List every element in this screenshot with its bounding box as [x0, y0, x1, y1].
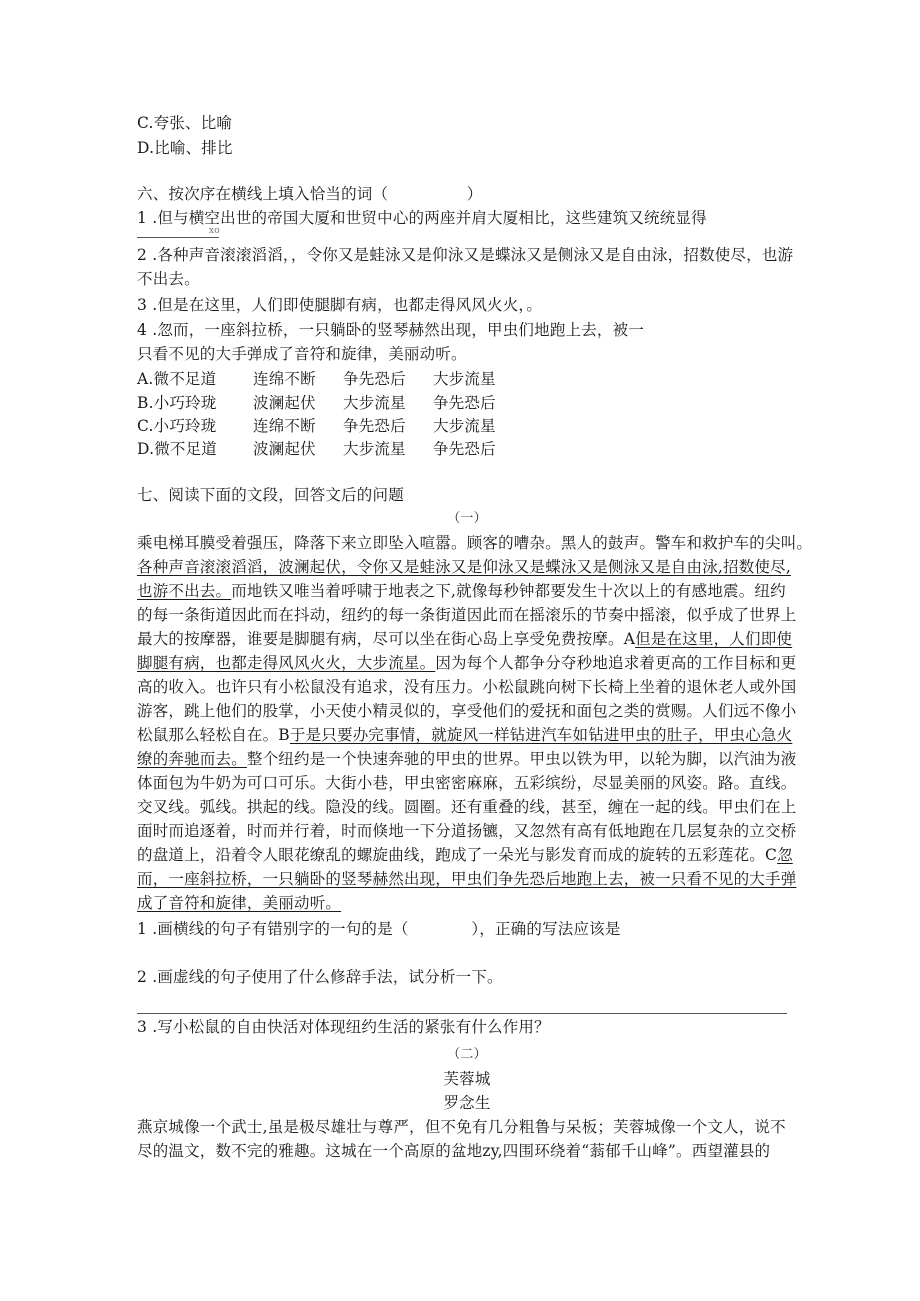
reading-question-1: 1 .画横线的句子有错别字的一句的是（ ），正确的写法应该是 — [137, 920, 621, 938]
question-4-line-1: 4 .忽而，一座斜拉桥，一只躺卧的竖琴赫然出现，甲虫们地跑上去，被一 — [137, 321, 645, 339]
passage-line-underlined: 各种声音滚滚滔滔，波澜起伏，令你又是蛙泳又是仰泳又是蝶泳又是侧泳又是自由泳,招数使尽, — [137, 558, 791, 576]
underlined-span: 缭的奔驰而去。 — [137, 750, 247, 768]
choice-word: 大步流星 — [343, 440, 406, 458]
question-2-line-2: 不出去。 — [137, 270, 200, 288]
text-span: 最大的按摩器，谁要是脚腿有病，尽可以坐在街心岛上享受免费按摩。A — [137, 630, 636, 648]
passage-line — [137, 748, 796, 770]
answer-line — [137, 1013, 787, 1014]
text-span: 松鼠那么轻松自在。B — [137, 726, 290, 744]
question-2-line-1: 2 .各种声音滚滚滔滔，，令你又是蛙泳又是仰泳又是蝶泳又是侧泳又是自由泳，招数使尽，也游 — [137, 246, 794, 264]
choice-label: C.小巧玲珑 — [137, 417, 217, 435]
passage-line: 游客，跳上他们的股掌，小天使小精灵似的，享受他们的爱抚和面包之类的赏赐。人们远不像小 — [137, 702, 797, 720]
passage-line: 交叉线。弧线。拱起的线。隐没的线。圆圈。还有重叠的线，甚至，缠在一起的线。甲虫们在上 — [137, 798, 797, 816]
answer-blank-1 — [137, 237, 219, 238]
article-author: 罗念生 — [443, 1094, 491, 1112]
reading-question-2: 2 .画虚线的句子使用了什么修辞手法，试分析一下。 — [137, 968, 503, 986]
text-span: 的盘道上，沿着令人眼花缭乱的螺旋曲线，跑成了一朵光与影发育而成的旋转的五彩莲花。C — [137, 846, 778, 864]
choice-row-b — [137, 392, 496, 414]
choice-word: 大步流星 — [343, 394, 406, 412]
passage-line: 体面包为牛奶为可口可乐。大街小巷，甲虫密密麻麻，五彩缤纷，尽显美丽的风姿。路。直线。 — [137, 774, 797, 792]
underlined-span: 也游不出去。 — [137, 582, 232, 600]
option-d: D.比喻、排比 — [137, 139, 233, 157]
section-seven-heading: 七、阅读下面的文段，回答文后的问题 — [137, 486, 404, 504]
passage-line — [137, 652, 796, 674]
article-line: 尽的温文，数不完的雅趣。这城在一个高原的盆地zy,四围环绕着“蓊郁千山峰”。西望灌县的 — [137, 1142, 771, 1160]
choice-word: 连绵不断 — [253, 370, 316, 388]
question-3: 3 .但是在这里，人们即使腿脚有病，也都走得风风火火，。 — [137, 296, 543, 314]
part-two-label: （二） — [447, 1047, 487, 1062]
passage-line — [137, 844, 793, 866]
choice-word: 争先恐后 — [433, 394, 496, 412]
passage-line — [137, 724, 792, 746]
passage-line: 高的收入。也许只有小松鼠没有追求，没有压力。小松鼠跳向树下长椅上坐着的退休老人或外国 — [137, 678, 797, 696]
choice-row-d — [137, 438, 496, 460]
question-1: 1 .但与横空出世的帝国大厦和世贸中心的两座并肩大厦相比，这些建筑又统统显得 — [137, 209, 707, 227]
passage-line: 乘电梯耳膜受着强压，降落下来立即坠入喧嚣。顾客的嘈杂。黑人的鼓声。警车和救护车的尖叫。 — [137, 534, 813, 552]
choice-word: 波澜起伏 — [253, 440, 316, 458]
choice-label: D.微不足道 — [137, 440, 218, 458]
part-one-label: （一） — [447, 511, 487, 526]
reading-question-3: 3 .写小松鼠的自由快活对体现纽约生活的紧张有什么作用？ — [137, 1018, 550, 1036]
choice-label: A.微不足道 — [137, 370, 217, 388]
passage-line — [137, 628, 792, 650]
article-line: 燕京城像一个武士,虽是极尽雄壮与尊严，但不免有几分粗鲁与呆板；芙蓉城像一个文人，说不 — [137, 1118, 786, 1136]
text-span: 而地铁又唯当着呼啸于地表之下,就像每秒钟都要发生十次以上的有感地震。纽约 — [231, 582, 786, 600]
passage-line: 面时而追逐着，时而并行着，时而倏地一下分道扬镳，又忽然有高有低地跑在几层复杂的立交桥 — [137, 822, 797, 840]
choice-row-a — [137, 368, 496, 390]
choice-word: 争先恐后 — [433, 440, 496, 458]
underlined-span: 于是只要办完事情，就旋风一样钻进汽车如钻进甲虫的肚子，甲虫心急火 — [289, 726, 793, 744]
passage-line-underlined: 而，一座斜拉桥，一只躺卧的竖琴赫然出现，甲虫们争先恐后地跑上去，被一只看不见的大手弹 — [137, 870, 797, 888]
choice-word: 大步流星 — [433, 417, 496, 435]
passage-line: 的每一条街道因此而在抖动，纽约的每一条街道因此而在摇滚乐的节奏中摇滚，似乎成了世界上 — [137, 606, 797, 624]
text-span: 整个纽约是一个快速奔驰的甲虫的世界。甲虫以铁为甲，以轮为脚，以汽油为液 — [246, 750, 797, 768]
text-span: 因为每个人都争分夺秒地追求着更高的工作目标和更 — [435, 654, 797, 672]
question-1-mark: xo — [209, 226, 220, 236]
passage-line — [137, 580, 786, 602]
choice-word: 波澜起伏 — [253, 394, 316, 412]
choice-word: 争先恐后 — [343, 370, 406, 388]
underlined-span: 忽 — [777, 846, 793, 864]
underlined-span: 但是在这里，人们即使 — [635, 630, 793, 648]
option-c: C.夸张、比喻 — [137, 114, 233, 132]
choice-word: 连绵不断 — [253, 417, 316, 435]
section-six-heading: 六、按次序在横线上填入恰当的词（ ） — [137, 185, 483, 203]
question-4-line-2: 只看不见的大手弹成了音符和旋律，美丽动听。 — [137, 345, 467, 363]
choice-row-c — [137, 415, 496, 437]
choice-word: 大步流星 — [433, 370, 496, 388]
passage-line-underlined: 成了音符和旋律，美丽动听。 — [137, 894, 342, 912]
choice-label: B.小巧玲珑 — [137, 394, 217, 412]
choice-word: 争先恐后 — [343, 417, 406, 435]
underlined-span: 脚腿有病，也都走得风风火火，大步流星。 — [137, 654, 436, 672]
article-title: 芙蓉城 — [443, 1070, 491, 1088]
